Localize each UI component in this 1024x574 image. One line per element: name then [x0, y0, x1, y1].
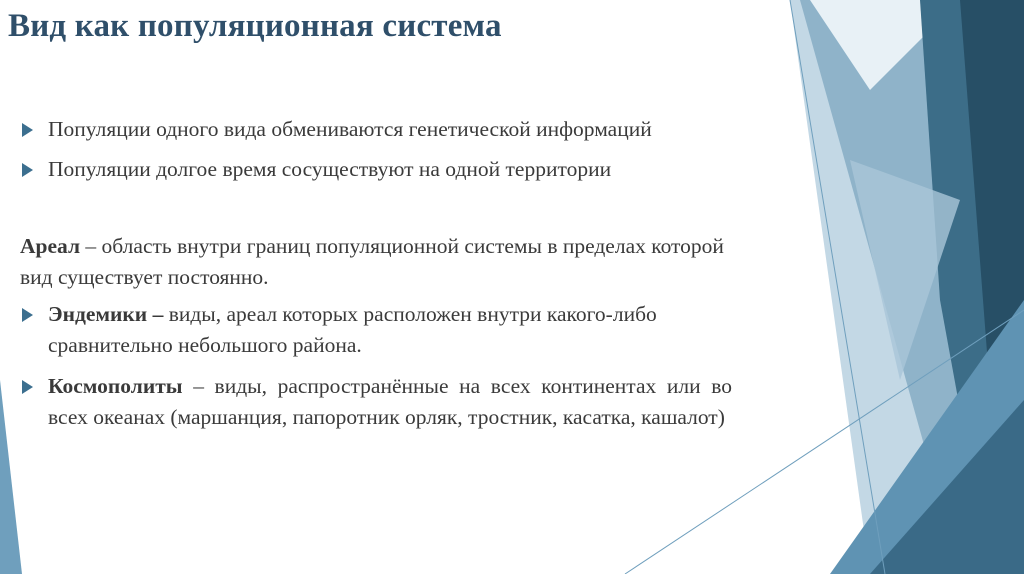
bullet-arrow-icon [22, 123, 33, 137]
bullet-item-cosmopolites [20, 371, 732, 433]
bullet-1-text: Популяции одного вида обмениваются генетической информаций [48, 117, 652, 141]
bullet-arrow-icon [22, 163, 33, 177]
areal-paragraph [20, 231, 732, 293]
areal-term: Ареал [20, 234, 81, 258]
endemics-definition: виды, ареал которых расположен внутри какого-либо сравнительно небольшого района. [48, 302, 657, 357]
bullet-2-text: Популяции долгое время сосуществуют на одной территории [48, 157, 612, 181]
slide-content [20, 114, 732, 433]
bullet-arrow-icon [22, 380, 33, 394]
bullet-item-endemics [20, 299, 732, 361]
bullet-item-2 [20, 154, 732, 185]
endemics-term: Эндемики – [48, 302, 164, 326]
cosmopolites-term: Космополиты [48, 374, 183, 398]
left-edge-shape [0, 380, 22, 574]
slide-title: Вид как популяционная система [8, 8, 502, 44]
cosmopolites-definition: – виды, распространённые на всех континентах или во всех океанах (маршанция, папоротник орляк, тростник, касатка, кашалот) [48, 374, 732, 429]
bullet-item-1 [20, 114, 732, 145]
bullet-arrow-icon [22, 308, 33, 322]
areal-definition: – область внутри границ популяционной системы в пределах которой вид существует постоянно. [20, 234, 724, 289]
